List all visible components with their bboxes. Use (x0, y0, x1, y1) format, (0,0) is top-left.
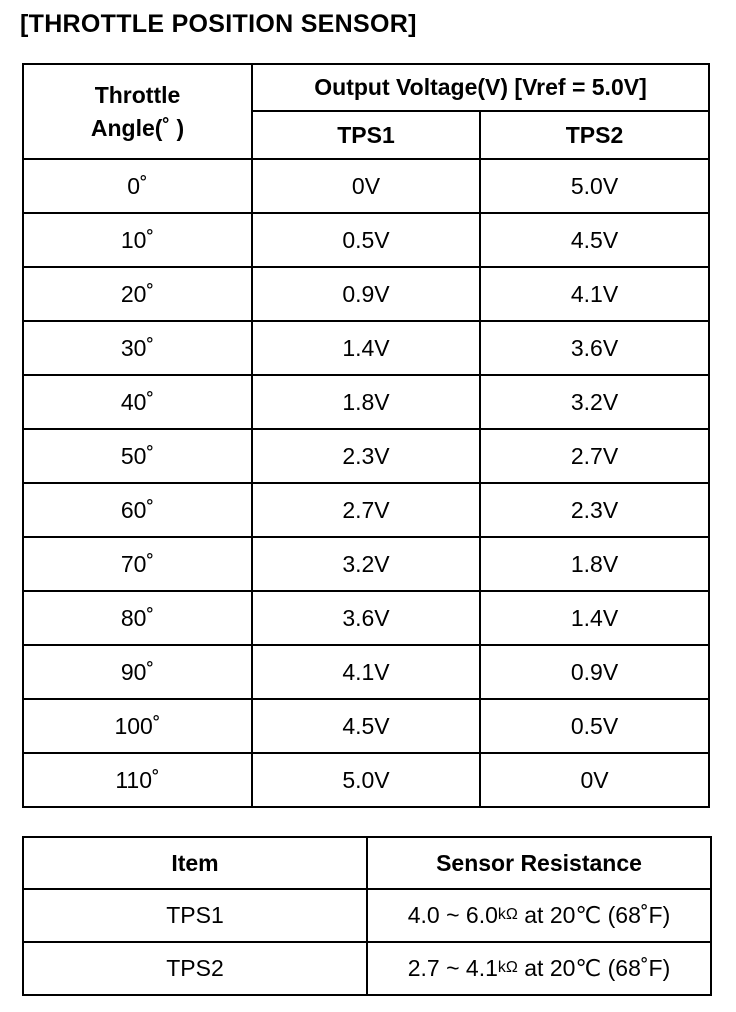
tps2-voltage-cell: 3.6V (480, 321, 709, 375)
throttle-angle-cell: 30˚ (23, 321, 252, 375)
voltage-table-body (23, 159, 709, 807)
tps1-voltage-cell: 2.7V (252, 483, 480, 537)
output-voltage-table (22, 63, 710, 808)
table-row (23, 429, 709, 483)
tps2-voltage-cell: 0.5V (480, 699, 709, 753)
table-row (23, 321, 709, 375)
tps2-voltage-cell: 3.2V (480, 375, 709, 429)
throttle-angle-cell: 0˚ (23, 159, 252, 213)
resistance-range: 4.0 ~ 6.0 (407, 902, 498, 928)
tps1-voltage-cell: 0.5V (252, 213, 480, 267)
tps1-voltage-cell: 4.5V (252, 699, 480, 753)
tps1-voltage-cell: 1.8V (252, 375, 480, 429)
table-row (23, 699, 709, 753)
throttle-angle-cell: 60˚ (23, 483, 252, 537)
tps2-voltage-cell: 0.9V (480, 645, 709, 699)
tps1-voltage-cell: 2.3V (252, 429, 480, 483)
tps2-voltage-cell: 4.5V (480, 213, 709, 267)
item-cell: TPS2 (23, 942, 367, 995)
tps2-voltage-cell: 4.1V (480, 267, 709, 321)
tps2-voltage-cell: 5.0V (480, 159, 709, 213)
throttle-angle-cell: 100˚ (23, 699, 252, 753)
resistance-condition: at 20℃ (68˚F) (517, 902, 671, 928)
throttle-angle-cell: 80˚ (23, 591, 252, 645)
table-row (23, 375, 709, 429)
table-row (23, 889, 711, 942)
throttle-angle-cell: 50˚ (23, 429, 252, 483)
tps1-voltage-cell: 3.6V (252, 591, 480, 645)
throttle-angle-cell: 70˚ (23, 537, 252, 591)
item-header: Item (23, 837, 367, 889)
throttle-angle-cell: 10˚ (23, 213, 252, 267)
sensor-resistance-table (22, 836, 712, 996)
throttle-angle-header: Throttle Angle(˚ ) (23, 64, 252, 159)
table-row (23, 591, 709, 645)
tps2-voltage-cell: 2.7V (480, 429, 709, 483)
resistance-cell (367, 942, 711, 995)
throttle-angle-cell: 40˚ (23, 375, 252, 429)
tps1-voltage-cell: 3.2V (252, 537, 480, 591)
tps1-voltage-cell: 4.1V (252, 645, 480, 699)
resistance-condition: at 20℃ (68˚F) (517, 955, 671, 981)
throttle-angle-cell: 110˚ (23, 753, 252, 807)
tps2-voltage-cell: 1.8V (480, 537, 709, 591)
sensor-resistance-header: Sensor Resistance (367, 837, 711, 889)
resistance-cell (367, 889, 711, 942)
resistance-unit: kΩ (497, 906, 518, 923)
item-cell: TPS1 (23, 889, 367, 942)
tps1-voltage-cell: 0.9V (252, 267, 480, 321)
tps2-voltage-cell: 2.3V (480, 483, 709, 537)
table-row (23, 213, 709, 267)
table-row (23, 753, 709, 807)
tps1-voltage-cell: 5.0V (252, 753, 480, 807)
tps1-header: TPS1 (252, 111, 480, 159)
page-title: [THROTTLE POSITION SENSOR] (20, 10, 417, 38)
table-row (23, 645, 709, 699)
throttle-angle-cell: 20˚ (23, 267, 252, 321)
tps1-voltage-cell: 0V (252, 159, 480, 213)
resistance-range: 2.7 ~ 4.1 (407, 955, 498, 981)
throttle-angle-cell: 90˚ (23, 645, 252, 699)
resistance-unit: kΩ (497, 959, 518, 976)
tps2-voltage-cell: 0V (480, 753, 709, 807)
tps2-header: TPS2 (480, 111, 709, 159)
tps1-voltage-cell: 1.4V (252, 321, 480, 375)
table-row (23, 942, 711, 995)
table-row (23, 537, 709, 591)
tps2-voltage-cell: 1.4V (480, 591, 709, 645)
table-row (23, 483, 709, 537)
table-row (23, 159, 709, 213)
resistance-table-body (23, 889, 711, 995)
output-voltage-header: Output Voltage(V) [Vref = 5.0V] (252, 64, 709, 111)
table-row (23, 267, 709, 321)
